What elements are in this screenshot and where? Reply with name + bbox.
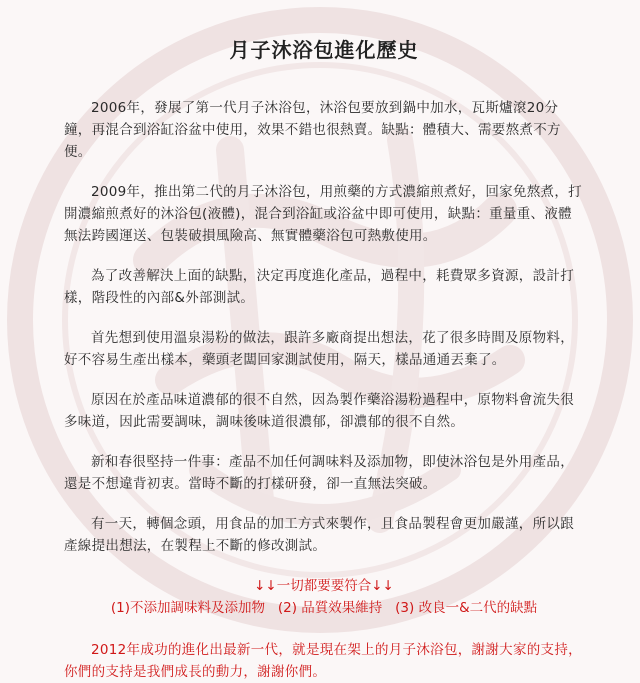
- paragraph-2009: 2009年，推出第二代的月子沐浴包，用煎藥的方式濃縮煎煮好，回家免熬煮，打開濃縮煎煮好的沐浴包(液體)，混合到浴缸或浴盆中即可使用，缺點：重量重、液體無法跨國運送、包裝破損風險高、無實體藥浴包可熱敷使用。: [64, 184, 582, 244]
- paragraph-food-process: 有一天，轉個念頭，用食品的加工方式來製作，且食品製程會更加嚴謹，所以跟產線提出想法，在製程上不斷的修改測試。: [64, 516, 574, 554]
- paragraph-principle: 新和春很堅持一件事：產品不加任何調味料及添加物，即使沐浴包是外用產品，還是不想違背初衷。當時不斷的打樣研發，卻一直無法突破。: [64, 454, 574, 492]
- paragraph-hot-spring-powder: 首先想到使用溫泉湯粉的做法，跟許多廠商提出想法，花了很多時間及原物料，好不容易生產出樣本，藥頭老闆回家測試使用，隔天，樣品通通丟棄了。: [64, 330, 574, 368]
- requirements-block: [64, 575, 584, 619]
- requirements-heading: ↓↓一切都要要符合↓↓: [254, 578, 394, 594]
- paragraph-2006: 2006年，發展了第一代月子沐浴包，沐浴包要放到鍋中加水，瓦斯爐滾20分鐘，再混合到浴缸浴盆中使用，效果不錯也很熱賣。缺點：體積大、需要熬煮不方便。: [64, 100, 561, 160]
- closing-paragraph: 2012年成功的進化出最新一代，就是現在架上的月子沐浴包，謝謝大家的支持，你們的支持是我們成長的動力，謝謝你們。: [64, 642, 582, 680]
- paragraph-improvement: 為了改善解決上面的缺點，決定再度進化產品，過程中，耗費眾多資源，設計打樣，階段性的內部&外部測試。: [64, 268, 574, 306]
- requirements-list: (1)不添加調味料及添加物 (2) 品質效果維持 (3) 改良一&二代的缺點: [110, 600, 538, 616]
- page-title: 月子沐浴包進化歷史: [229, 38, 419, 62]
- paragraph-reason: 原因在於產品味道濃郁的很不自然，因為製作藥浴湯粉過程中，原物料會流失很多味道，因此需要調味，調味後味道很濃郁，卻濃郁的很不自然。: [64, 392, 574, 430]
